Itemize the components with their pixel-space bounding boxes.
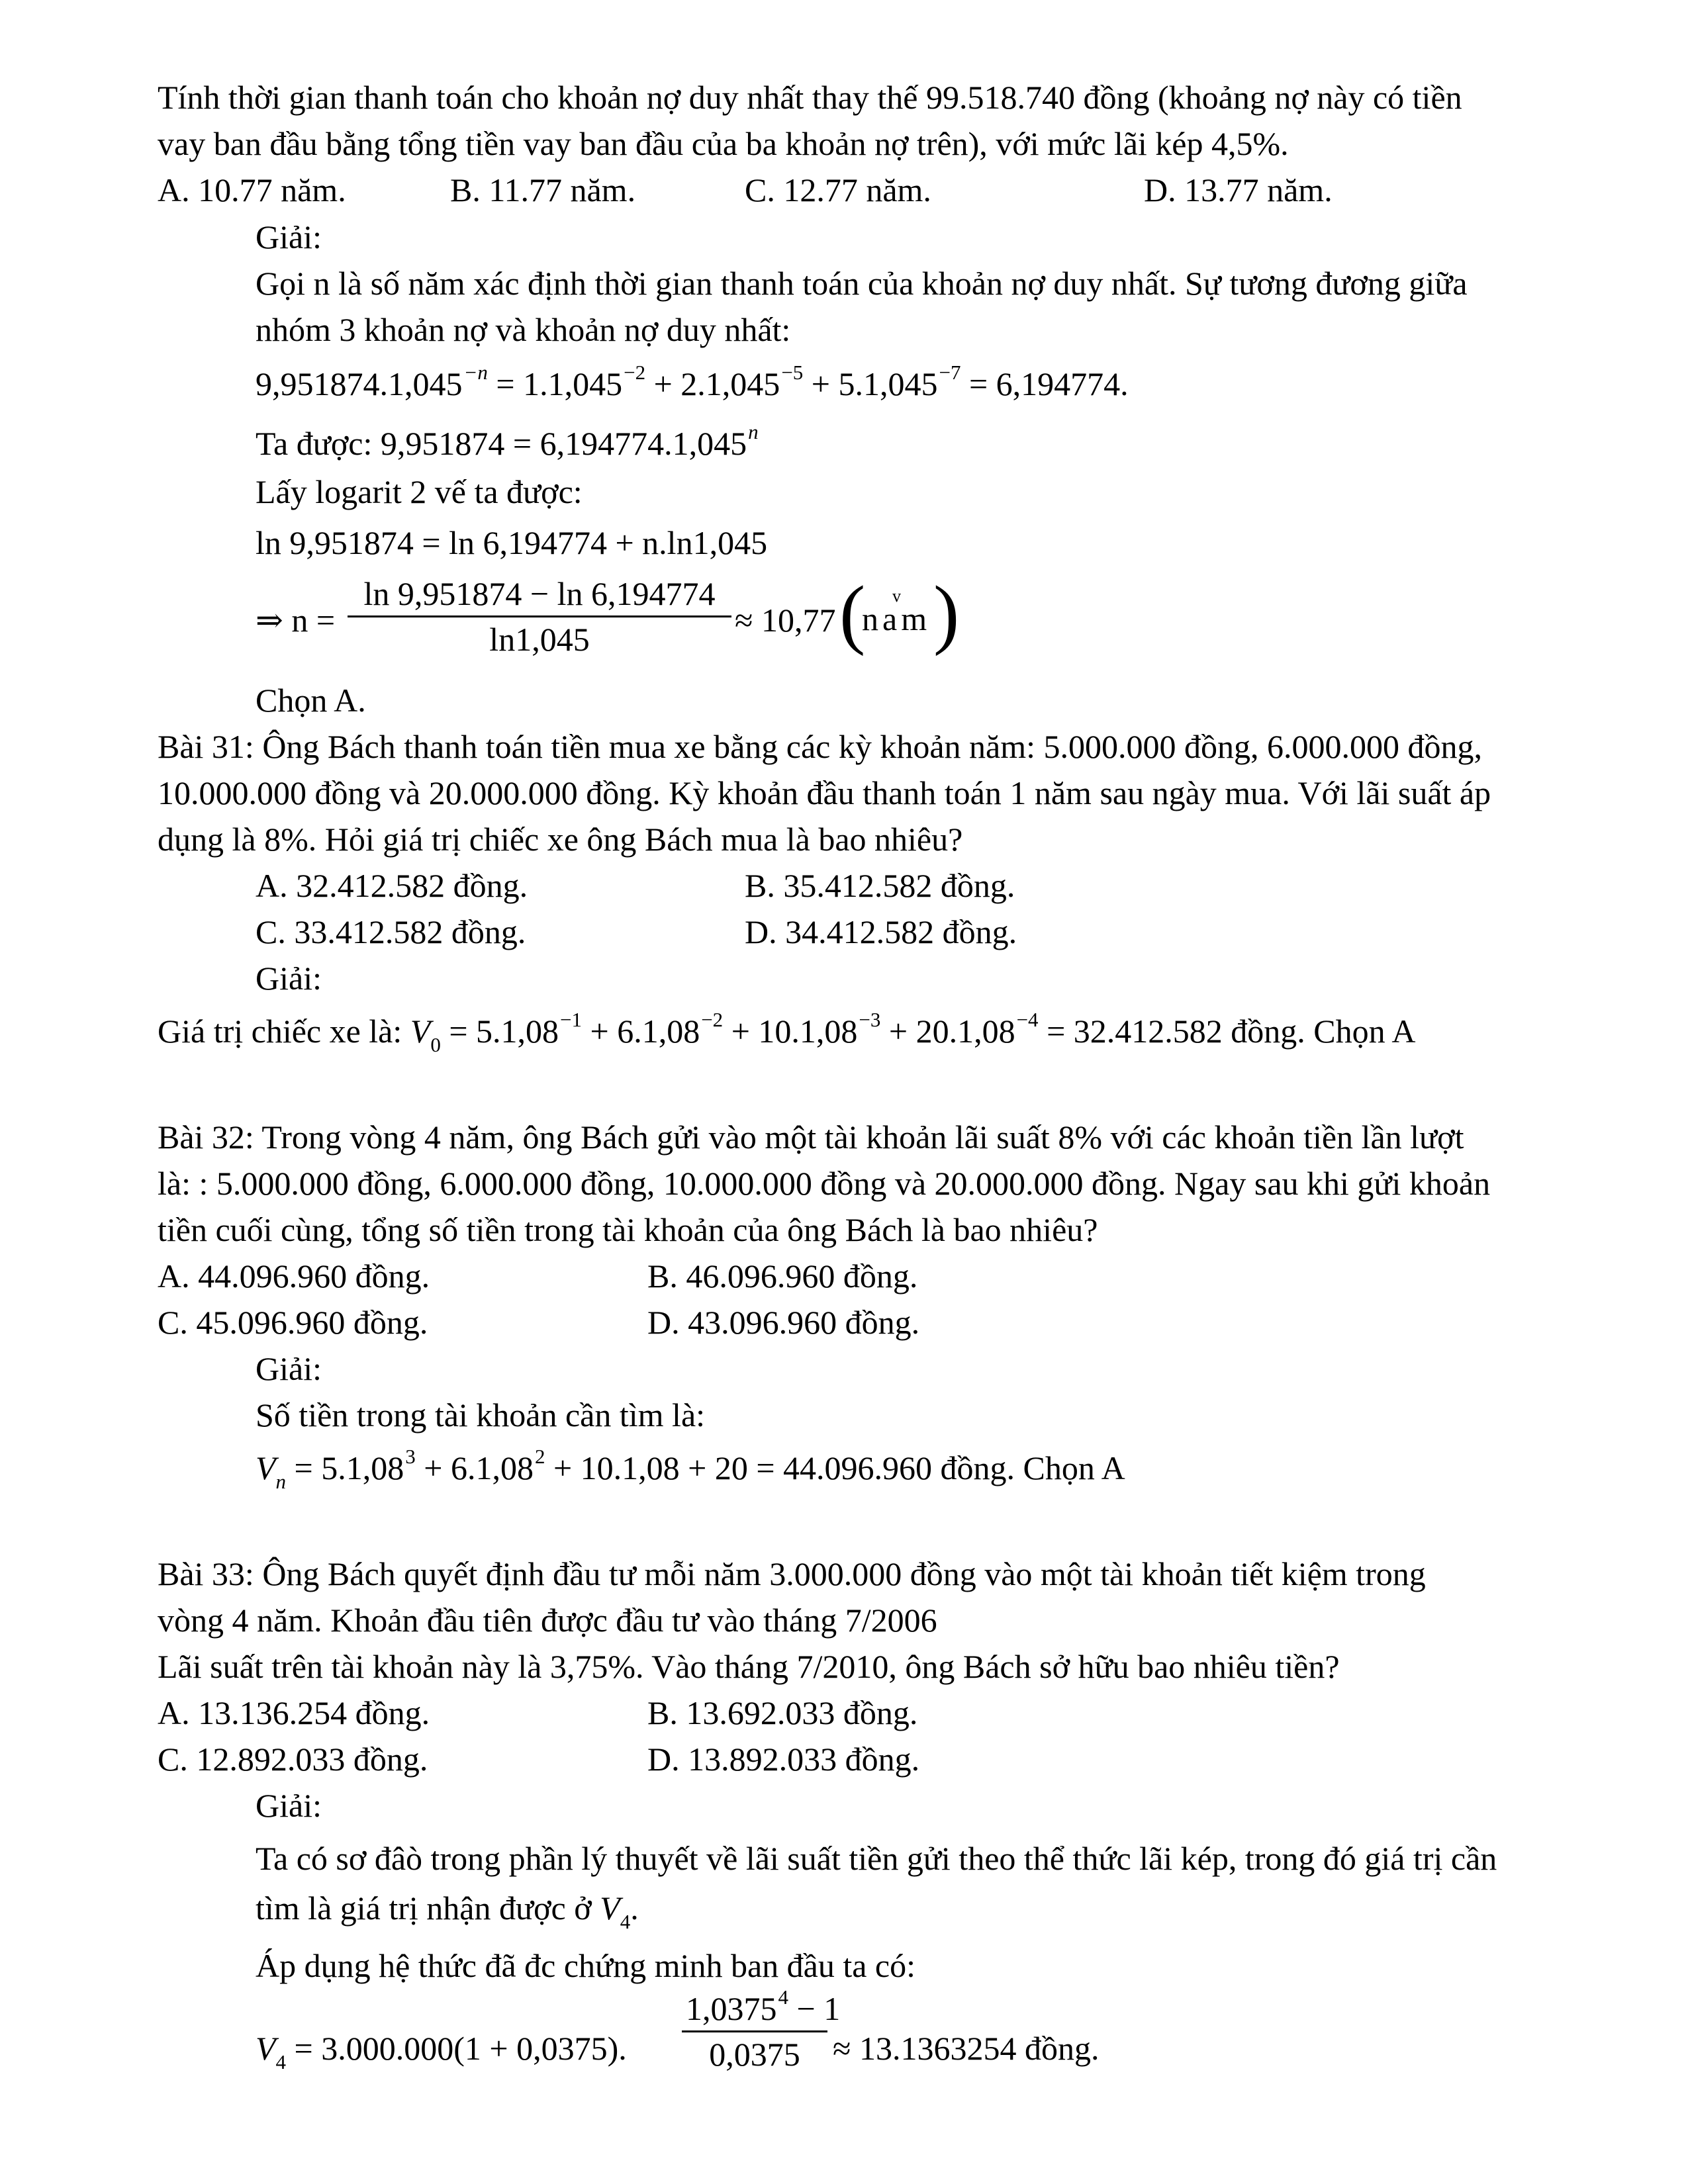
- solution-label: Giải:: [256, 960, 322, 997]
- fraction-denominator: 0,0375: [709, 2036, 800, 2073]
- problem-text-line: vay ban đầu bằng tổng tiền vay ban đầu của ba khoản nợ trên), với mức lãi kép 4,5%.: [158, 125, 1289, 162]
- equation-lhs: $V_4 = 3.000.000(1 + 0,0375)$.: [256, 2030, 627, 2073]
- left-paren: (: [839, 570, 866, 657]
- solution-text: Ta có sơ đâò trong phần lý thuyết về lãi suất tiền gửi theo thể thức lãi kép, trong đó giá trị cần: [256, 1840, 1497, 1877]
- solution-text: Lấy logarit 2 vế ta được:: [256, 473, 583, 510]
- solution-label: Giải:: [256, 218, 322, 255]
- equation-rhs: ≈ 13.1363254 đồng.: [833, 2030, 1100, 2067]
- solution-text: tìm là giá trị nhận được ở $V_4$.: [256, 1889, 639, 1933]
- equation-lhs: ⇒ n =: [256, 602, 336, 639]
- option-d: D. 13.77 năm.: [1144, 171, 1333, 208]
- option-c: C. 12.77 năm.: [745, 171, 931, 208]
- problem-text-line: vòng 4 năm. Khoản đầu tiên được đầu tư vào tháng 7/2006: [158, 1602, 937, 1639]
- equation: Giá trị chiếc xe là: $V_0 = 5.1,08^{-1} + 6.1,08^{-2} + 10.1,08^{-3} + 20.1,08^{-4} = 32.412.582$ đồng. Chọn A: [158, 1008, 1416, 1056]
- problem-text-line: là: : 5.000.000 đồng, 6.000.000 đồng, 10.000.000 đồng và 20.000.000 đồng. Ngay sau khi gửi khoản: [158, 1165, 1491, 1202]
- fraction-numerator: ln 9,951874 − ln 6,194774: [348, 577, 731, 617]
- option-a: A. 32.412.582 đồng.: [256, 867, 528, 904]
- option-b: B. 35.412.582 đồng.: [745, 867, 1015, 904]
- solution-text: nhóm 3 khoản nợ và khoản nợ duy nhất:: [256, 311, 791, 348]
- solution-text: Áp dụng hệ thức đã đc chứng minh ban đầu ta có:: [256, 1947, 915, 1984]
- solution-text: Số tiền trong tài khoản cần tìm là:: [256, 1396, 706, 1433]
- option-c: C. 45.096.960 đồng.: [158, 1304, 428, 1341]
- problem-text-line: dụng là 8%. Hỏi giá trị chiếc xe ông Bách mua là bao nhiêu?: [158, 821, 963, 858]
- equation: $9,951874.1,045^{-n} = 1.1,045^{-2} + 2.1,045^{-5} + 5.1,045^{-7} = 6,194774$.: [256, 361, 1129, 402]
- problem-text-line: Tính thời gian thanh toán cho khoản nợ duy nhất thay thế 99.518.740 đồng (khoảng nợ này có tiền: [158, 79, 1462, 116]
- option-a: A. 44.096.960 đồng.: [158, 1257, 430, 1295]
- solution-label: Giải:: [256, 1350, 322, 1387]
- accent-mark: v: [892, 586, 901, 606]
- solution-text: Gọi n là số năm xác định thời gian thanh toán của khoản nợ duy nhất. Sự tương đương giữa: [256, 265, 1468, 302]
- problem-text-line: Bài 32: Trong vòng 4 năm, ông Bách gửi vào một tài khoản lãi suất 8% với các khoản tiền lần lượt: [158, 1118, 1464, 1156]
- problem-text-line: tiền cuối cùng, tổng số tiền trong tài khoản của ông Bách là bao nhiêu?: [158, 1211, 1098, 1248]
- approx-value: ≈ 10,77: [735, 602, 836, 639]
- option-d: D. 34.412.582 đồng.: [745, 913, 1017, 950]
- fraction: [682, 1985, 841, 2073]
- option-a: A. 13.136.254 đồng.: [158, 1694, 430, 1731]
- fraction-numerator: $1,0375^4 - 1$: [682, 1992, 827, 2032]
- equation: $V_n = 5.1,08^3 + 6.1,08^2 + 10.1,08 + 20 = 44.096.960$ đồng. Chọn A: [256, 1445, 1125, 1493]
- option-b: B. 46.096.960 đồng.: [647, 1257, 918, 1295]
- unit-text: nam: [862, 600, 931, 637]
- problem-text-line: Bài 33: Ông Bách quyết định đầu tư mỗi năm 3.000.000 đồng vào một tài khoản tiết kiệm trong: [158, 1555, 1426, 1592]
- fraction: [348, 577, 731, 656]
- option-b: B. 13.692.033 đồng.: [647, 1694, 918, 1731]
- option-c: C. 33.412.582 đồng.: [256, 913, 526, 950]
- solution-label: Giải:: [256, 1787, 322, 1824]
- option-d: D. 43.096.960 đồng.: [647, 1304, 920, 1341]
- option-c: C. 12.892.033 đồng.: [158, 1741, 428, 1778]
- right-paren: ): [933, 570, 960, 657]
- option-a: A. 10.77 năm.: [158, 171, 346, 208]
- equation: Ta được: $9,951874 = 6,194774.1,045^n$: [256, 420, 759, 462]
- answer-text: Chọn A.: [256, 682, 366, 719]
- option-b: B. 11.77 năm.: [450, 171, 636, 208]
- problem-text-line: Lãi suất trên tài khoản này là 3,75%. Vào tháng 7/2010, ông Bách sở hữu bao nhiêu tiền?: [158, 1648, 1340, 1685]
- problem-text-line: 10.000.000 đồng và 20.000.000 đồng. Kỳ khoản đầu thanh toán 1 năm sau ngày mua. Với lãi suất áp: [158, 774, 1491, 811]
- equation: ln 9,951874 = ln 6,194774 + n.ln1,045: [256, 524, 768, 561]
- fraction-denominator: ln1,045: [489, 621, 590, 658]
- problem-text-line: Bài 31: Ông Bách thanh toán tiền mua xe bằng các kỳ khoản năm: 5.000.000 đồng, 6.000.000 đồng,: [158, 728, 1483, 765]
- option-d: D. 13.892.033 đồng.: [647, 1741, 920, 1778]
